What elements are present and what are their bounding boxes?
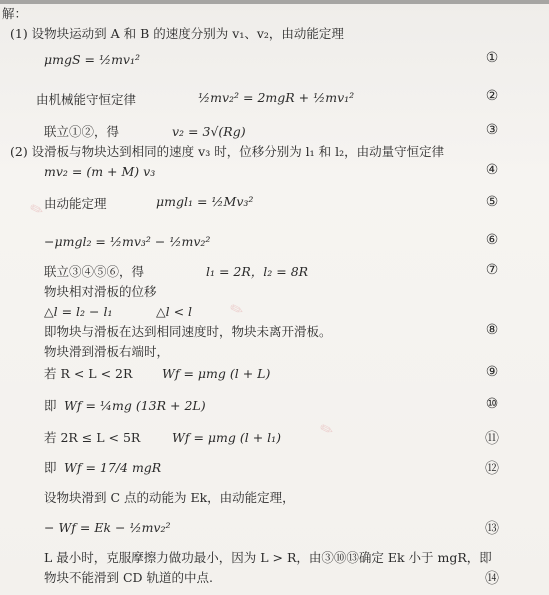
watermark: ✎ [27, 198, 47, 221]
marker-2: ② [485, 88, 499, 104]
marker-3: ③ [485, 122, 499, 138]
equation-13: − Wf = Ek − ½mv₂² [44, 520, 171, 535]
marker-8: ⑧ [485, 322, 499, 338]
equation-1: μmgS = ½mv₁² [44, 52, 141, 67]
conclusion-line-2: 物块不能滑到 CD 轨道的中点. [44, 570, 214, 585]
eq3-label: 联立①②，得 [44, 124, 120, 139]
marker-7: ⑦ [485, 262, 499, 278]
equation-4: mv₂ = (m + M) v₃ [44, 164, 156, 179]
heading: 解： [2, 6, 28, 21]
marker-14: ⑭ [485, 571, 499, 587]
ek-intro: 设物块滑到 C 点的动能为 Ek，由动能定理， [44, 490, 295, 505]
part2-intro: (2) 设滑板与物块达到相同的速度 v₃ 时，位移分别为 l₁ 和 l₂，由动量守恒定律 [10, 144, 445, 159]
top-edge [0, 0, 549, 4]
relative-eq-b: △l < l [156, 304, 193, 319]
marker-11: ⑪ [485, 431, 499, 447]
equation-12: Wf = 17/4 mgR [64, 460, 162, 475]
marker-5: ⑤ [485, 194, 499, 210]
eq9-label: 若 R < L < 2R [44, 366, 133, 381]
marker-9: ⑨ [485, 364, 499, 380]
eq7-label: 联立③④⑤⑥，得 [44, 264, 145, 279]
watermark: ✎ [227, 298, 247, 321]
relative-displacement: 物块相对滑板的位移 [44, 284, 157, 299]
equation-3: v₂ = 3√(Rg) [172, 124, 246, 139]
equation-6: −μmgl₂ = ½mv₃² − ½mv₂² [44, 234, 211, 249]
equation-5: μmgl₁ = ½Mv₃² [156, 194, 254, 209]
eq5-label: 由动能定理 [44, 196, 107, 211]
eq2-label: 由机械能守恒定律 [36, 92, 137, 107]
eq8-text: 即物块与滑板在达到相同速度时，物块未离开滑板。 [44, 324, 332, 339]
slide-end: 物块滑到滑板右端时， [44, 344, 170, 359]
equation-11: Wf = μmg (l + l₁) [172, 430, 282, 445]
marker-12: ⑫ [485, 461, 499, 477]
equation-7: l₁ = 2R，l₂ = 8R [206, 264, 309, 279]
marker-6: ⑥ [485, 232, 499, 248]
marker-10: ⑩ [485, 396, 499, 412]
marker-4: ④ [485, 162, 499, 178]
part1-intro: (1) 设物块运动到 A 和 B 的速度分别为 v₁、v₂，由动能定理 [10, 26, 344, 41]
marker-13: ⑬ [485, 521, 499, 537]
relative-eq-a: △l = l₂ − l₁ [44, 304, 113, 319]
conclusion-line-1: L 最小时，克服摩擦力做功最小，因为 L > R，由③⑩⑬确定 Ek 小于 mgR，即 [44, 550, 492, 565]
eq11-label: 若 2R ≤ L < 5R [44, 430, 141, 445]
equation-2: ½mv₂² = 2mgR + ½mv₁² [198, 90, 355, 105]
equation-10: Wf = ¼mg (13R + 2L) [64, 398, 206, 413]
eq12-label: 即 [44, 460, 57, 475]
watermark: ✎ [317, 418, 337, 441]
eq10-label: 即 [44, 398, 57, 413]
marker-1: ① [485, 50, 499, 66]
equation-9: Wf = μmg (l + L) [162, 366, 271, 381]
